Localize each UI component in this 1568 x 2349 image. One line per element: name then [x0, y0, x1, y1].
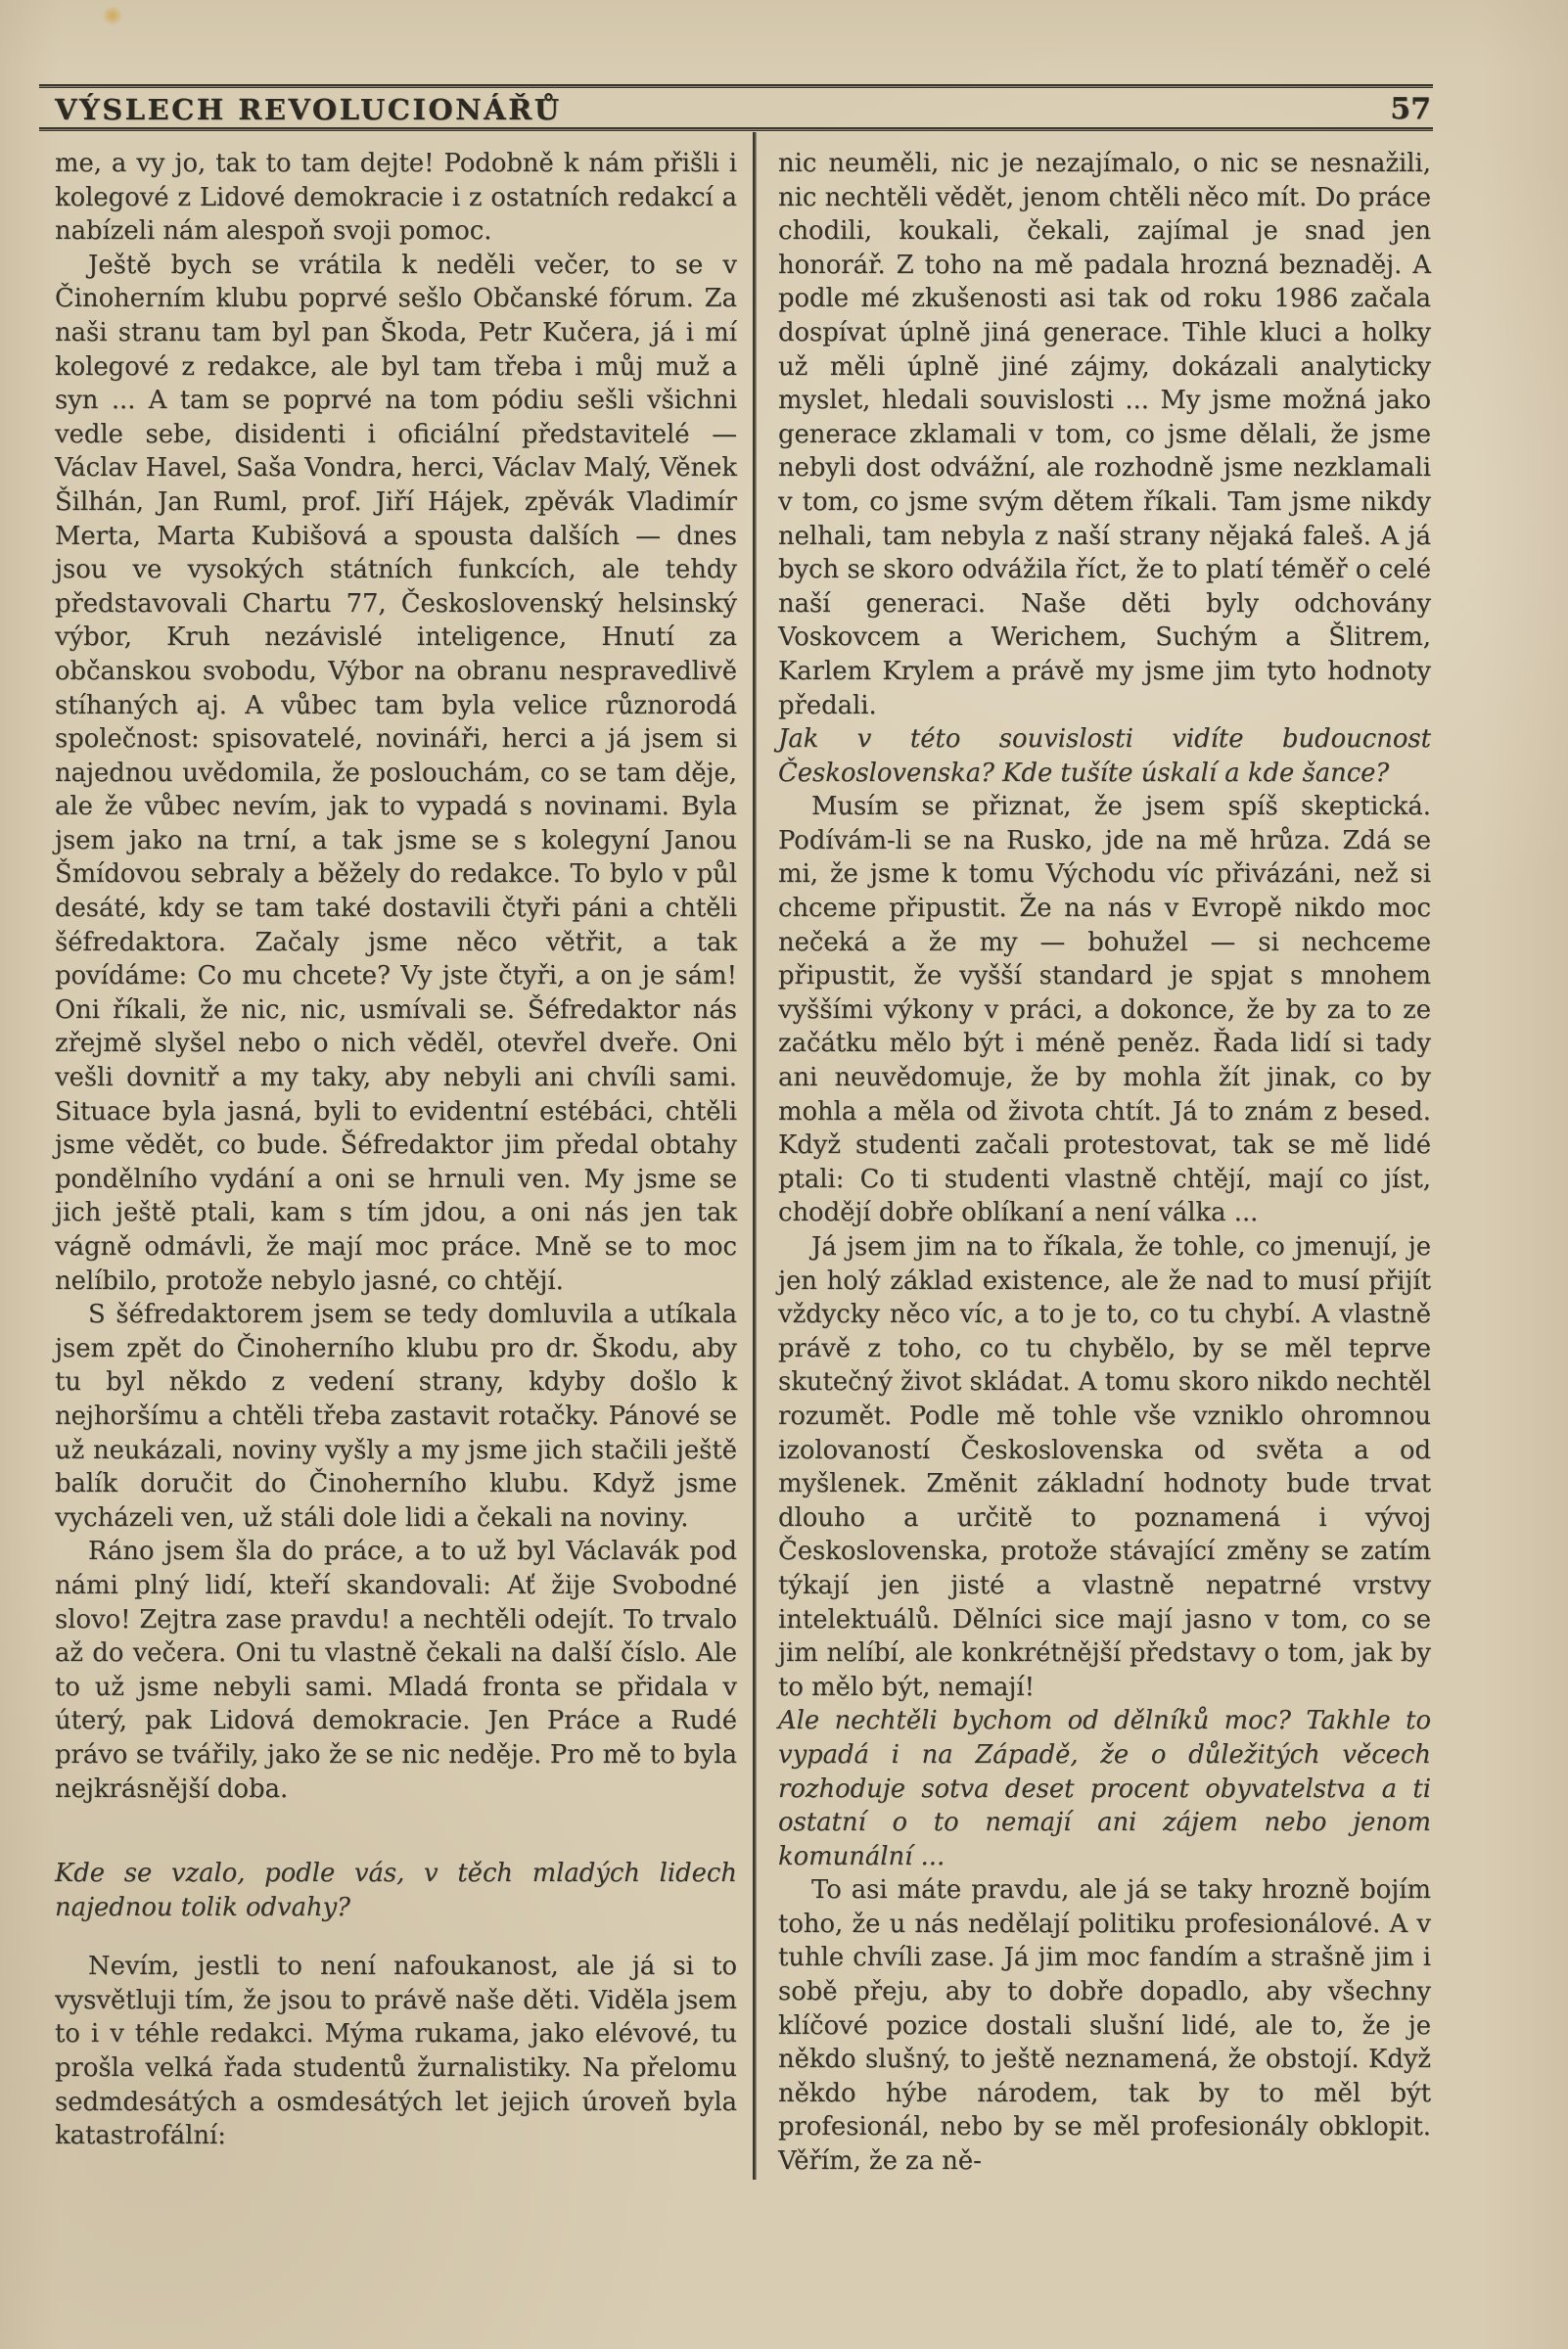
running-title: VÝSLECH REVOLUCIONÁŘŮ — [55, 93, 562, 126]
interview-question: Jak v této souvislosti vidíte budoucnost Československa? Kde tušíte úskalí a kde šance? — [778, 724, 1431, 788]
interview-question: Ale nechtěli bychom od dělníků moc? Takhle to vypadá i na Západě, že o důležitých věcech rozhoduje sotva deset procent obyvatelstva a ti ostatní o to nemají ani zájem nebo jenom komunální ... — [778, 1706, 1431, 1871]
paper-stain — [102, 6, 123, 25]
paragraph: Ráno jsem šla do práce, a to už byl Václavák pod námi plný lidí, kteří skandovali: Ať žije Svobodné slovo! Zejtra zase pravdu! a nechtěli odejít. To trvalo až do večera. Oni tu vlastně čekali na další číslo. Ale to už jsme nebyli sami. Mladá fronta se přidala v úterý, pak Lidová demokracie. Jen Práce a Rudé právo se tvářily, jako že se nic neděje. Pro mě to byla nejkrásnější doba. — [55, 1537, 737, 1804]
paragraph: To asi máte pravdu, ale já se taky hrozně bojím toho, že u nás nedělají politiku profesionálové. A v tuhle chvíli zase. Já jim moc fandím a strašně jim i sobě přeju, aby to dobře dopadlo, aby všechny klíčové pozice dostali slušní lidé, ale to, že je někdo slušný, to ještě neznamená, že obstojí. Když někdo hýbe národem, tak by to měl být profesionál, nebo by se měl profesionály obklopit. Věřím, že za ně- — [778, 1875, 1431, 2177]
column-divider — [753, 132, 757, 2180]
paragraph: me, a vy jo, tak to tam dejte! Podobně k nám přišli i kolegové z Lidové demokracie i z ostatních redakcí a nabízeli nám alespoň svoji pomoc. — [55, 149, 737, 247]
right-column — [778, 147, 1431, 2179]
paragraph: Ještě bych se vrátila k neděli večer, to se v Činoherním klubu poprvé sešlo Občanské fórum. Za naši stranu tam byl pan Škoda, Petr Kučera, já i mí kolegové z redakce, ale byl tam třeba i můj muž a syn ... A tam se poprvé na tom pódiu sešli všichni vedle sebe, disidenti i oficiální představitelé — Václav Havel, Saša Vondra, herci, Václav Malý, Věnek Šilhán, Jan Ruml, prof. Jiří Hájek, zpěvák Vladimír Merta, Marta Kubišová a spousta dalších — dnes jsou ve vysokých státních funkcích, ale tehdy představovali Chartu 77, Československý helsinský výbor, Kruh nezávislé inteligence, Hnutí za občanskou svobodu, Výbor na obranu nespravedlivě stíhaných aj. A vůbec tam byla velice různorodá společnost: spisovatelé, novináři, herci a já jsem si najednou uvědomila, že poslouchám, co se tam děje, ale že vůbec nevím, jak to vypadá s novinami. Byla jsem jako na trní, a tak jsme se s kolegyní Janou Šmídovou sebraly a běžely do redakce. To bylo v půl desáté, kdy se tam také dostavili čtyři páni a chtěli šéfredaktora. Začaly jsme něco větřit, a tak povídáme: Co mu chcete? Vy jste čtyři, a on je sám! Oni říkali, že nic, nic, usmívali se. Šéfredaktor nás zřejmě slyšel nebo o nich věděl, otevřel dveře. Oni vešli dovnitř a my taky, aby nebyli ani chvíli sami. Situace byla jasná, byli to evidentní estébáci, chtěli jsme vědět, co bude. Šéfredaktor jim předal obtahy pondělního vydání a oni se hrnuli ven. My jsme se jich ještě ptali, kam s tím jdou, a oni nás jen tak vágně odmávli, že mají moc práce. Mně se to moc nelíbilo, protože nebylo jasné, co chtějí. — [55, 250, 737, 1296]
paragraph: S šéfredaktorem jsem se tedy domluvila a utíkala jsem zpět do Činoherního klubu pro dr. Škodu, aby tu byl někdo z vedení strany, kdyby došlo k nejhoršímu a chtěli třeba zastavit rotačky. Pánové se už neukázali, noviny vyšly a my jsme jich stačili ještě balík doručit do Činoherního klubu. Když jsme vycházeli ven, už stáli dole lidi a čekali na noviny. — [55, 1300, 737, 1533]
paragraph: Nevím, jestli to není nafoukanost, ale já si to vysvětluji tím, že jsou to právě naše děti. Viděla jsem to i v téhle redakci. Mýma rukama, jako elévové, tu prošla velká řada studentů žurnalistiky. Na přelomu sedmdesátých a osmdesátých let jejich úroveň byla katastrofální: — [55, 1952, 737, 2151]
header-rule-bottom — [39, 127, 1433, 131]
left-column — [55, 147, 737, 2153]
paragraph: Já jsem jim na to říkala, že tohle, co jmenují, je jen holý základ existence, ale že nad to musí přijít vždycky něco víc, a to je to, co tu chybí. A vlastně právě z toho, co tu chybělo, by se měl teprve skutečný život skládat. A tomu skoro nikdo nechtěl rozumět. Podle mě tohle vše vzniklo ohromnou izolovaností Československa od světa a od myšlenek. Změnit základní hodnoty bude trvat dlouho a určitě to poznamená i vývoj Československa, protože stávající změny se zatím týkají jen jisté a vlastně nepatrné vrstvy intelektuálů. Dělníci sice mají jasno v tom, co se jim nelíbí, ale konkrétnější představy o tom, jak by to mělo být, nemají! — [778, 1232, 1431, 1702]
page-number: 57 — [1390, 92, 1431, 126]
interview-question: Kde se vzalo, podle vás, v těch mladých lidech najednou tolik odvahy? — [55, 1859, 737, 1922]
header-rule-top — [39, 84, 1433, 88]
paragraph: Musím se přiznat, že jsem spíš skeptická. Podívám-li se na Rusko, jde na mě hrůza. Zdá se mi, že jsme k tomu Východu víc přivázáni, než si chceme připustit. Že na nás v Evropě nikdo moc nečeká a že my — bohužel — si nechceme připustit, že vyšší standard je spjat s mnohem vyššími výkony v práci, a dokonce, že by za to ze začátku mělo být i méně peněz. Řada lidí si tady ani neuvědomuje, že by mohla žít jinak, co by mohla a měla od života chtít. Já to znám z besed. Když studenti začali protestovat, tak se mě lidé ptali: Co ti studenti vlastně chtějí, mají co jíst, chodějí dobře oblíkaní a není válka ... — [778, 792, 1431, 1228]
paragraph: nic neuměli, nic je nezajímalo, o nic se nesnažili, nic nechtěli vědět, jenom chtěli něco mít. Do práce chodili, koukali, čekali, zajímal je snad jen honorář. Z toho na mě padala hrozná beznaděj. A podle mé zkušenosti asi tak od roku 1986 začala dospívat úplně jiná generace. Tihle kluci a holky už měli úplně jiné zájmy, dokázali analyticky myslet, hledali souvislosti ... My jsme možná jako generace zklamali v tom, co jsme dělali, že jsme nebyli dost odvážní, ale rozhodně jsme nezklamali v tom, co jsme svým dětem říkali. Tam jsme nikdy nelhali, tam nebyla z naší strany nějaká faleš. A já bych se skoro odvážila říct, že to platí téměř o celé naší generaci. Naše děti byly odchovány Voskovcem a Werichem, Suchým a Šlitrem, Karlem Krylem a právě my jsme jim tyto hodnoty předali. — [778, 149, 1431, 720]
